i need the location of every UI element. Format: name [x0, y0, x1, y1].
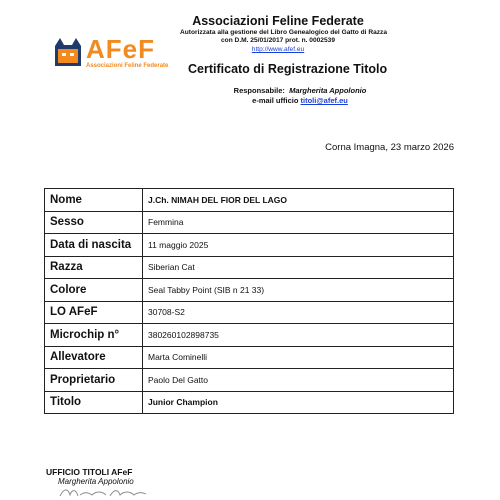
afef-logo — [52, 34, 180, 74]
handwritten-signature — [58, 486, 148, 500]
value-nome: J.Ch. NIMAH DEL FIOR DEL LAGO — [143, 189, 454, 212]
email-link[interactable]: titoli@afef.eu — [300, 96, 348, 105]
signer-name: Margherita Appolonio — [58, 477, 134, 486]
certificate-table — [44, 188, 454, 414]
footer-signature-block — [46, 467, 148, 500]
office-title: UFFICIO TITOLI AFeF — [46, 467, 133, 477]
logo-wordmark: AFeF — [86, 34, 155, 64]
label-proprietario: Proprietario — [45, 369, 143, 392]
row-sesso — [45, 211, 454, 234]
value-titolo: Junior Champion — [143, 391, 454, 414]
row-razza — [45, 256, 454, 279]
label-sesso: Sesso — [45, 211, 143, 234]
value-allevatore: Marta Cominelli — [143, 346, 454, 369]
label-data-nascita: Data di nascita — [45, 234, 143, 257]
logo-subtitle: Associazioni Feline Federate — [86, 63, 169, 69]
row-proprietario — [45, 369, 454, 392]
row-colore — [45, 279, 454, 302]
value-colore: Seal Tabby Point (SIB n 21 33) — [143, 279, 454, 302]
responsible-label: Responsabile: — [233, 86, 285, 95]
label-lo-afef: LO AFeF — [45, 301, 143, 324]
label-microchip: Microchip n° — [45, 324, 143, 347]
row-lo-afef — [45, 301, 454, 324]
label-colore: Colore — [45, 279, 143, 302]
responsible-name: Margherita Appolonio — [289, 86, 367, 95]
org-authorization: Autorizzata alla gestione del Libro Genealogico del Gatto di Razza — [180, 29, 388, 36]
value-microchip: 380260102898735 — [143, 324, 454, 347]
row-microchip — [45, 324, 454, 347]
label-titolo: Titolo — [45, 391, 143, 414]
org-decree: con D.M. 25/01/2017 prot. n. 0002539 — [221, 37, 335, 44]
row-allevatore — [45, 346, 454, 369]
afef-cat-logo-icon — [52, 36, 84, 72]
label-allevatore: Allevatore — [45, 346, 143, 369]
website-link[interactable]: http://www.afef.eu — [251, 46, 305, 53]
org-name: Associazioni Feline Federate — [192, 14, 364, 28]
label-razza: Razza — [45, 256, 143, 279]
value-proprietario: Paolo Del Gatto — [143, 369, 454, 392]
value-razza: Siberian Cat — [143, 256, 454, 279]
label-nome: Nome — [45, 189, 143, 212]
row-nome — [45, 189, 454, 212]
email-label: e-mail ufficio — [252, 96, 299, 105]
value-lo-afef: 30708-S2 — [143, 301, 454, 324]
org-header — [180, 14, 388, 54]
issue-date: Corna Imagna, 23 marzo 2026 — [325, 142, 454, 153]
value-data-nascita: 11 maggio 2025 — [143, 234, 454, 257]
responsible-block — [190, 86, 410, 106]
row-data-nascita — [45, 234, 454, 257]
certificate-title: Certificato di Registrazione Titolo — [188, 62, 388, 76]
value-sesso: Femmina — [143, 211, 454, 234]
row-titolo — [45, 391, 454, 414]
